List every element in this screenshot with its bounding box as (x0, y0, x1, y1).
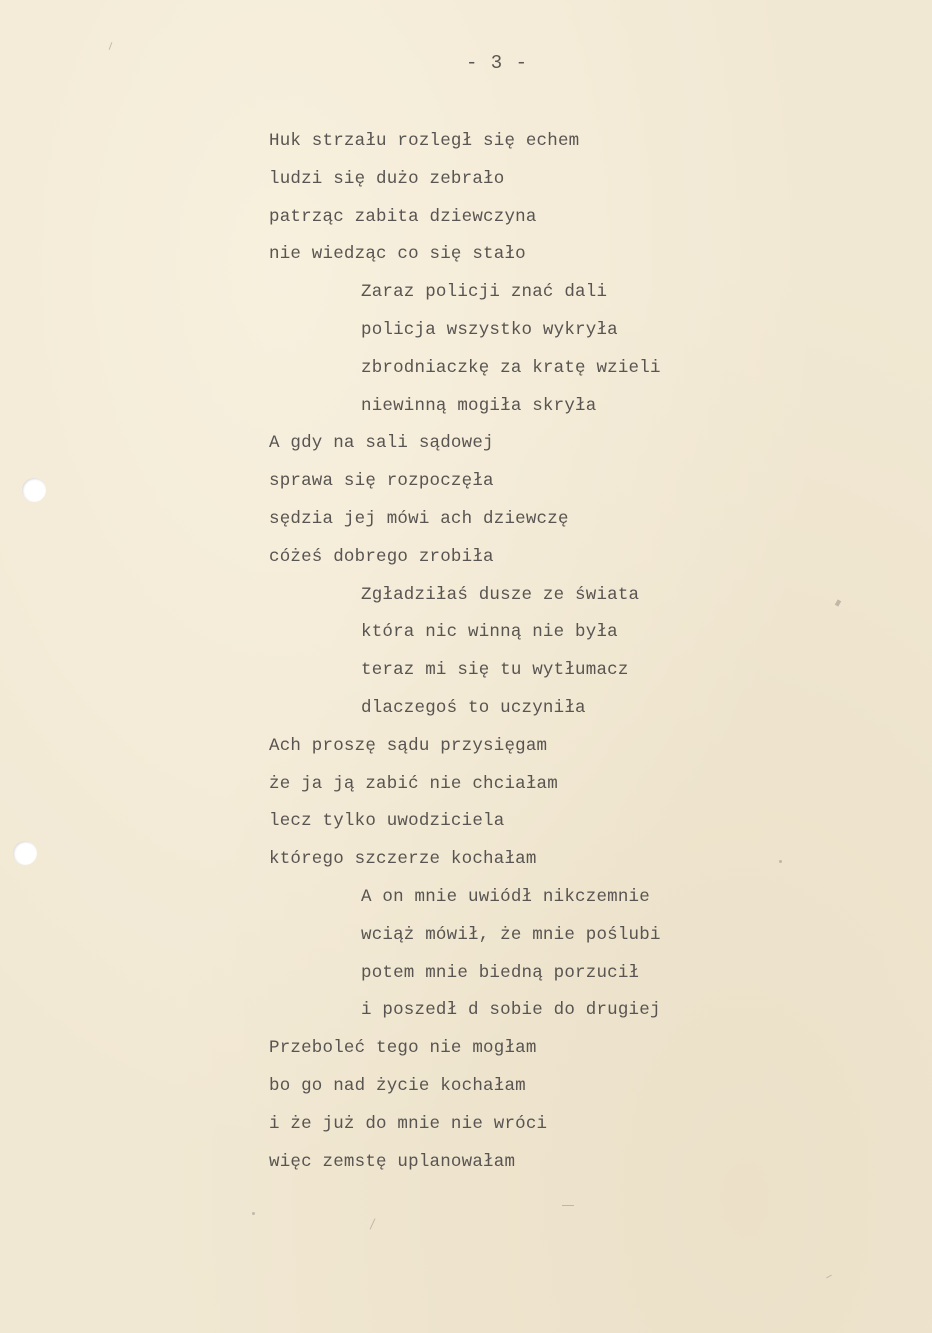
poem-line: Huk strzału rozległ się echem (269, 131, 580, 151)
poem-body (269, 128, 869, 1186)
poem-line: że ja ją zabić nie chciałam (269, 773, 558, 794)
stanza (269, 430, 869, 581)
poem-line: Zaraz policji znać dali (361, 282, 608, 303)
stanza-indented (269, 582, 869, 733)
poem-line: która nic winną nie była (361, 622, 618, 643)
poem-line: cóżeś dobrego zrobiła (269, 546, 494, 567)
poem-line: lecz tylko uwodziciela (269, 811, 505, 832)
poem-line: niewinną mogiła skryła (361, 395, 597, 416)
paper-speck (826, 1275, 832, 1279)
poem-line: więc zemstę uplanowałam (269, 1151, 516, 1172)
poem-line: i że już do mnie nie wróci (269, 1113, 548, 1134)
punch-hole (13, 841, 37, 865)
poem-line: którego szczerze kochałam (269, 849, 537, 870)
poem-line: nie wiedząc co się stało (269, 244, 526, 265)
poem-line: dlaczegoś to uczyniła (361, 697, 586, 718)
poem-line: Zgładziłaś dusze ze świata (361, 584, 640, 605)
stanza (269, 128, 869, 279)
stanza (269, 1035, 869, 1186)
poem-line: Przeboleć tego nie mogłam (269, 1038, 537, 1059)
poem-line: policja wszystko wykryła (361, 319, 618, 340)
poem-line: potem mnie biedną porzucił (361, 962, 640, 983)
poem-line: zbrodniaczkę za kratę wzieli (361, 357, 661, 378)
stanza-indented (269, 884, 869, 1035)
stanza-indented (269, 279, 869, 430)
poem-line: i poszedł d sobie do drugiej (361, 1000, 661, 1021)
paper-speck (779, 860, 782, 863)
page-number: - 3 - (466, 52, 529, 74)
poem-line: sprawa się rozpoczęła (269, 471, 494, 492)
poem-line: A on mnie uwiódł nikczemnie (361, 886, 650, 907)
paper-speck (562, 1205, 574, 1206)
poem-line: teraz mi się tu wytłumacz (361, 660, 629, 681)
poem-line: A gdy na sali sądowej (269, 433, 494, 454)
poem-line: wciąż mówił, że mnie poślubi (361, 924, 661, 945)
punch-hole (22, 478, 46, 502)
poem-line: patrząc zabita dziewczyna (269, 206, 537, 227)
paper-speck (109, 42, 113, 50)
paper-speck (370, 1218, 376, 1229)
poem-line: sędzia jej mówi ach dziewczę (269, 508, 569, 529)
poem-line: bo go nad życie kochałam (269, 1075, 526, 1096)
poem-line: Ach proszę sądu przysięgam (269, 735, 548, 756)
paper-speck (252, 1212, 255, 1215)
poem-line: ludzi się dużo zebrało (269, 168, 505, 189)
